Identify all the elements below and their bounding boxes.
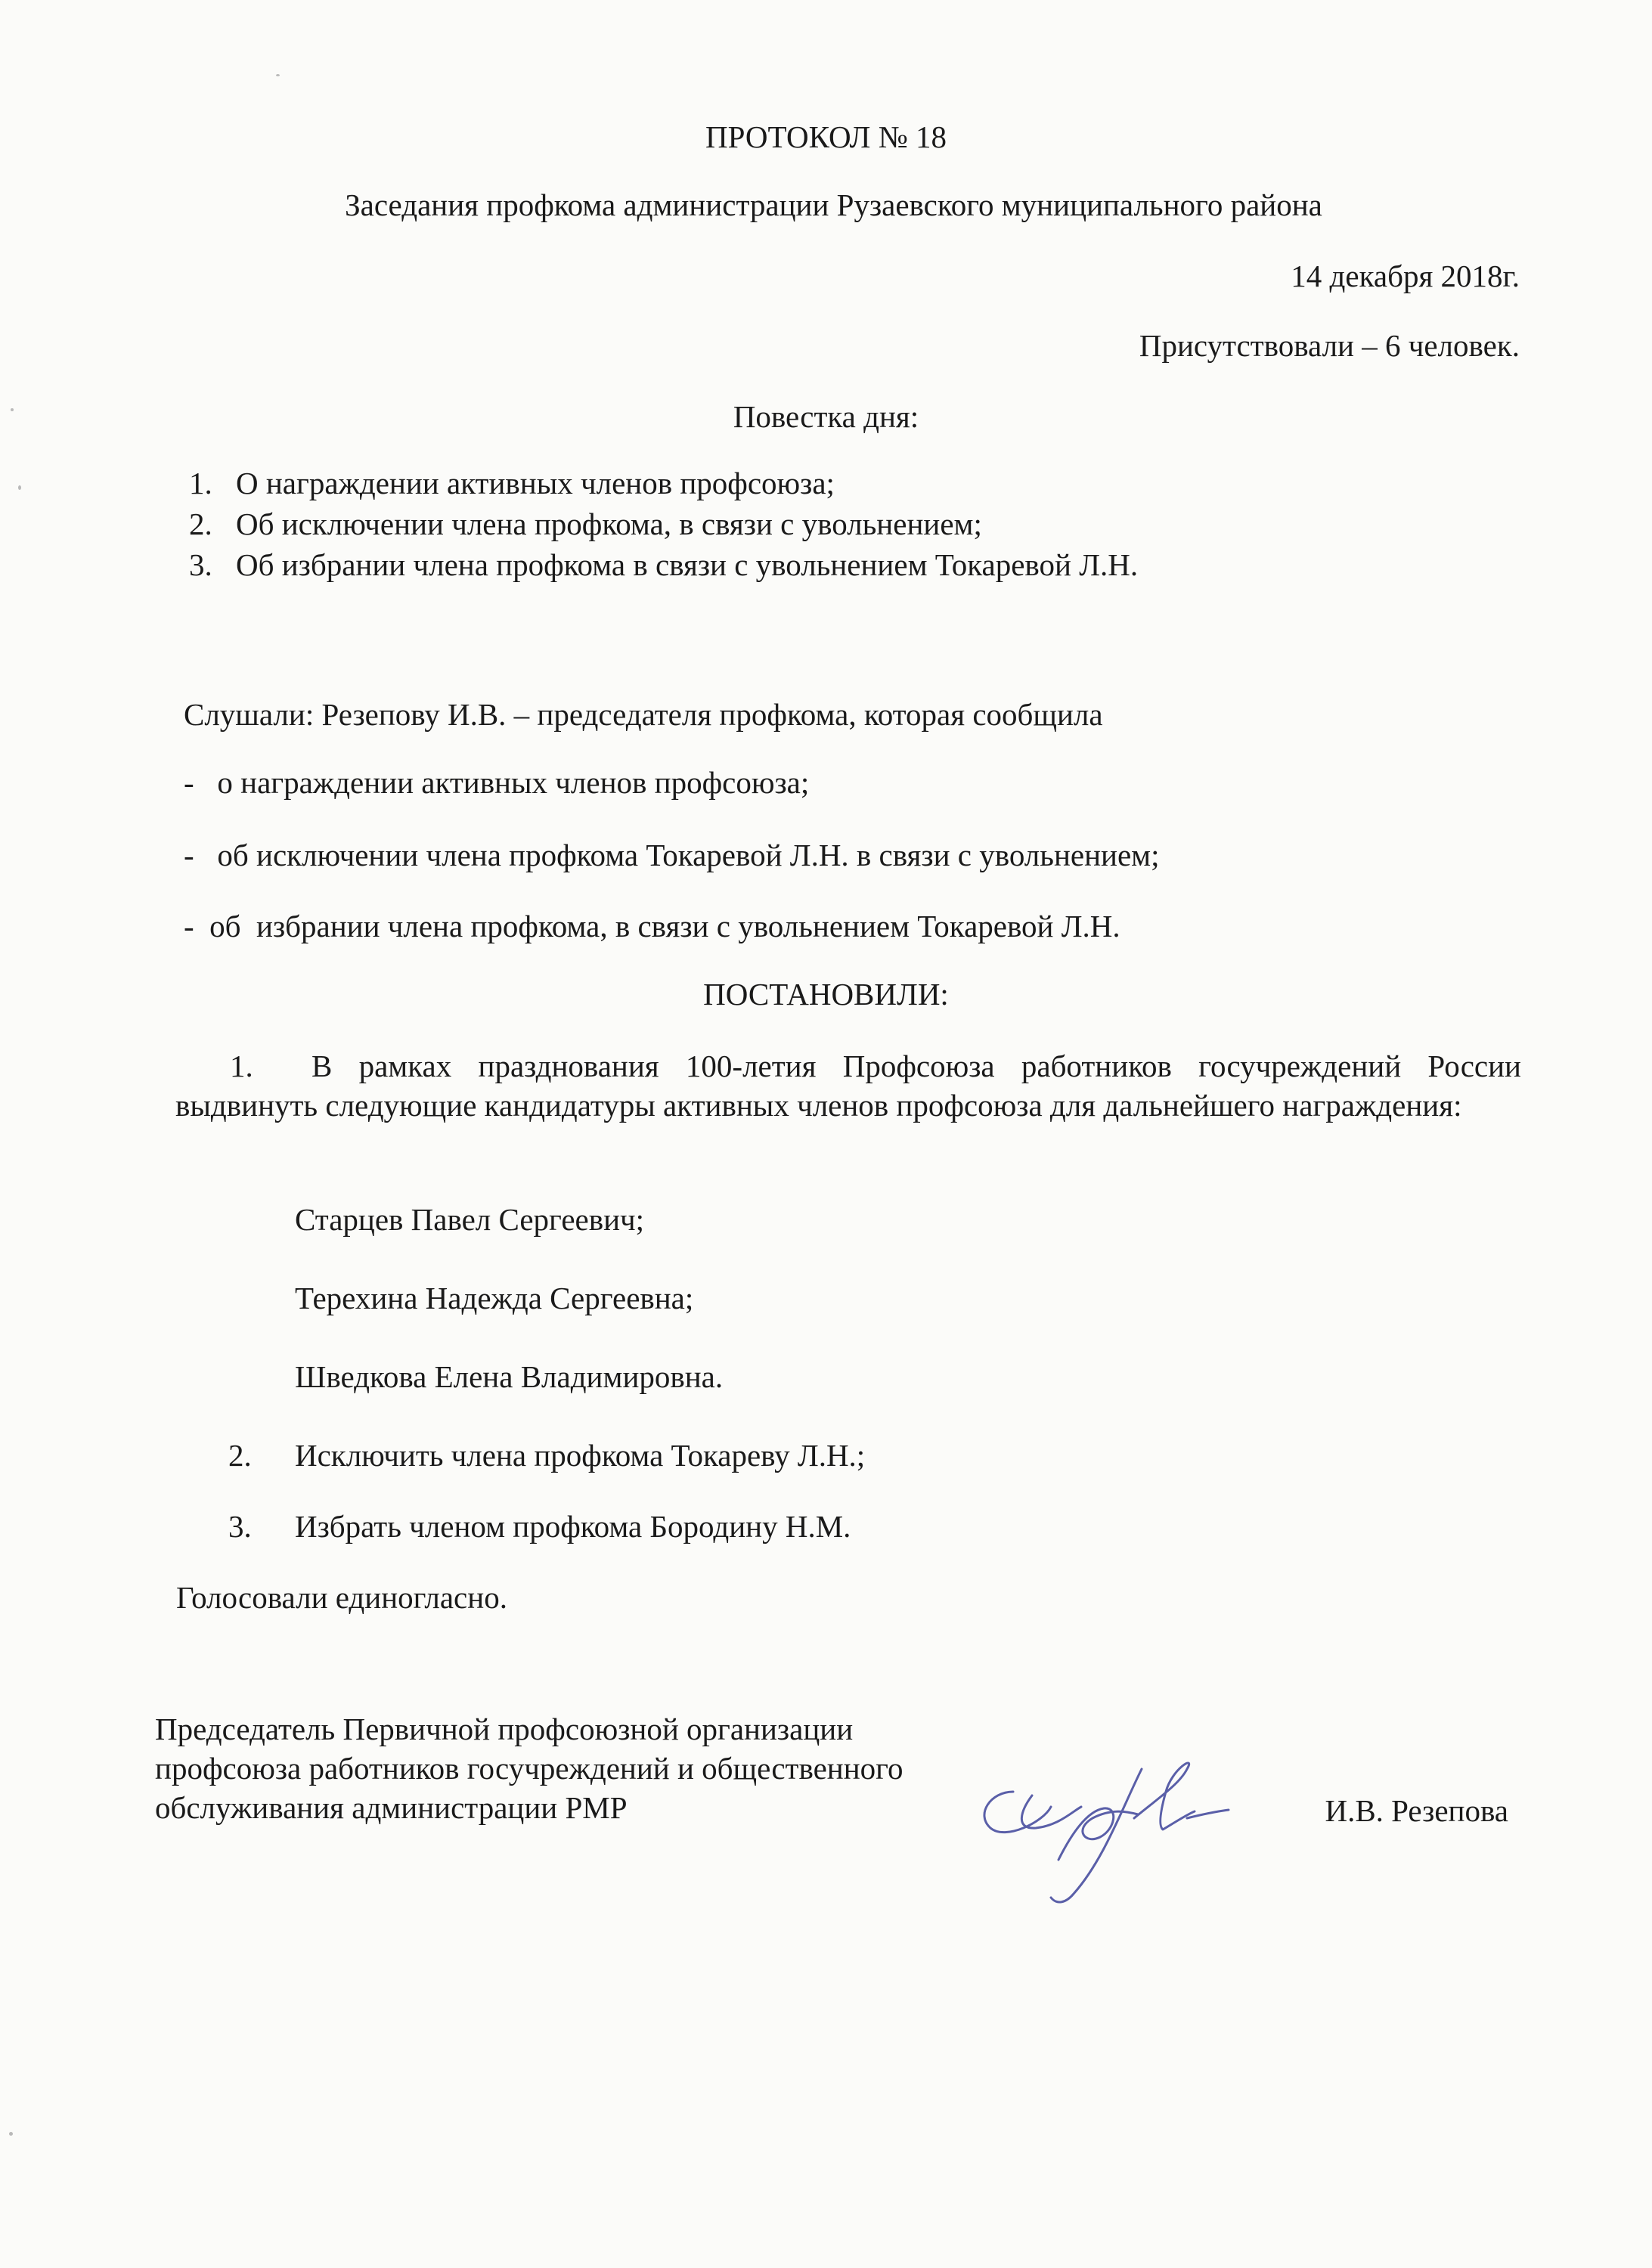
protocol-date: 14 декабря 2018г.: [1291, 259, 1520, 293]
agenda-item-text: Об избрании члена профкома в связи с увольнением Токаревой Л.Н.: [236, 547, 1139, 582]
attendance-count: Присутствовали – 6 человек.: [1139, 328, 1520, 363]
resolution-item-text: В рамках празднования 100-летия Профсоюза работников госучреждений России выдвинуть следующие кандидатуры активных членов профсоюза для дальнейшего награждения:: [175, 1049, 1521, 1123]
agenda-item: [189, 546, 1138, 584]
resolution-heading: ПОСТАНОВИЛИ:: [703, 977, 949, 1012]
heard-intro: Слушали: Резепову И.В. – председателя профкома, которая сообщила: [184, 697, 1103, 732]
agenda-item-number: 1.: [189, 466, 212, 500]
agenda-item: [189, 464, 835, 502]
agenda-item-number: 3.: [189, 547, 212, 582]
agenda-item-text: О награждении активных членов профсоюза;: [236, 466, 835, 500]
resolution-item-number: 3.: [228, 1509, 252, 1544]
resolution-item-3: [228, 1507, 851, 1545]
heard-point: - об исключении члена профкома Токаревой Л.Н. в связи с увольнением;: [184, 838, 1160, 872]
heard-point: - об избрании члена профкома, в связи с увольнением Токаревой Л.Н.: [184, 909, 1120, 943]
scan-speck: [11, 408, 14, 411]
agenda-heading: Повестка дня:: [733, 399, 919, 434]
signatory-title-line: профсоюза работников госучреждений и общественного: [155, 1751, 903, 1786]
resolution-item-2: [228, 1436, 865, 1474]
signatory-title-line: обслуживания администрации РМР: [155, 1790, 628, 1825]
scan-speck: [276, 74, 280, 76]
vote-result: Голосовали единогласно.: [176, 1580, 507, 1615]
resolution-item-text: Избрать членом профкома Бородину Н.М.: [295, 1509, 851, 1544]
protocol-subtitle: Заседания профкома администрации Рузаевского муниципального района: [345, 187, 1322, 222]
resolution-item-text: Исключить члена профкома Токареву Л.Н.;: [295, 1438, 866, 1473]
heard-point: - о награждении активных членов профсоюза;: [184, 765, 810, 800]
candidate-name: Старцев Павел Сергеевич;: [295, 1202, 645, 1237]
scan-speck: [9, 2132, 13, 2136]
resolution-item-number: 2.: [228, 1438, 252, 1473]
resolution-item-number: 1.: [230, 1049, 253, 1083]
candidate-name: Шведкова Елена Владимировна.: [295, 1359, 724, 1394]
resolution-item-1: [175, 1046, 1521, 1125]
signature-icon: [960, 1739, 1278, 1920]
scan-speck: [18, 485, 21, 490]
signatory-title-line: Председатель Первичной профсоюзной организации: [155, 1712, 854, 1746]
agenda-item-number: 2.: [189, 507, 212, 541]
agenda-item: [189, 505, 982, 543]
candidate-name: Терехина Надежда Сергеевна;: [295, 1281, 694, 1315]
protocol-title: ПРОТОКОЛ № 18: [705, 119, 947, 154]
signatory-name: И.В. Резепова: [1325, 1793, 1508, 1828]
agenda-item-text: Об исключении члена профкома, в связи с увольнением;: [236, 507, 982, 541]
